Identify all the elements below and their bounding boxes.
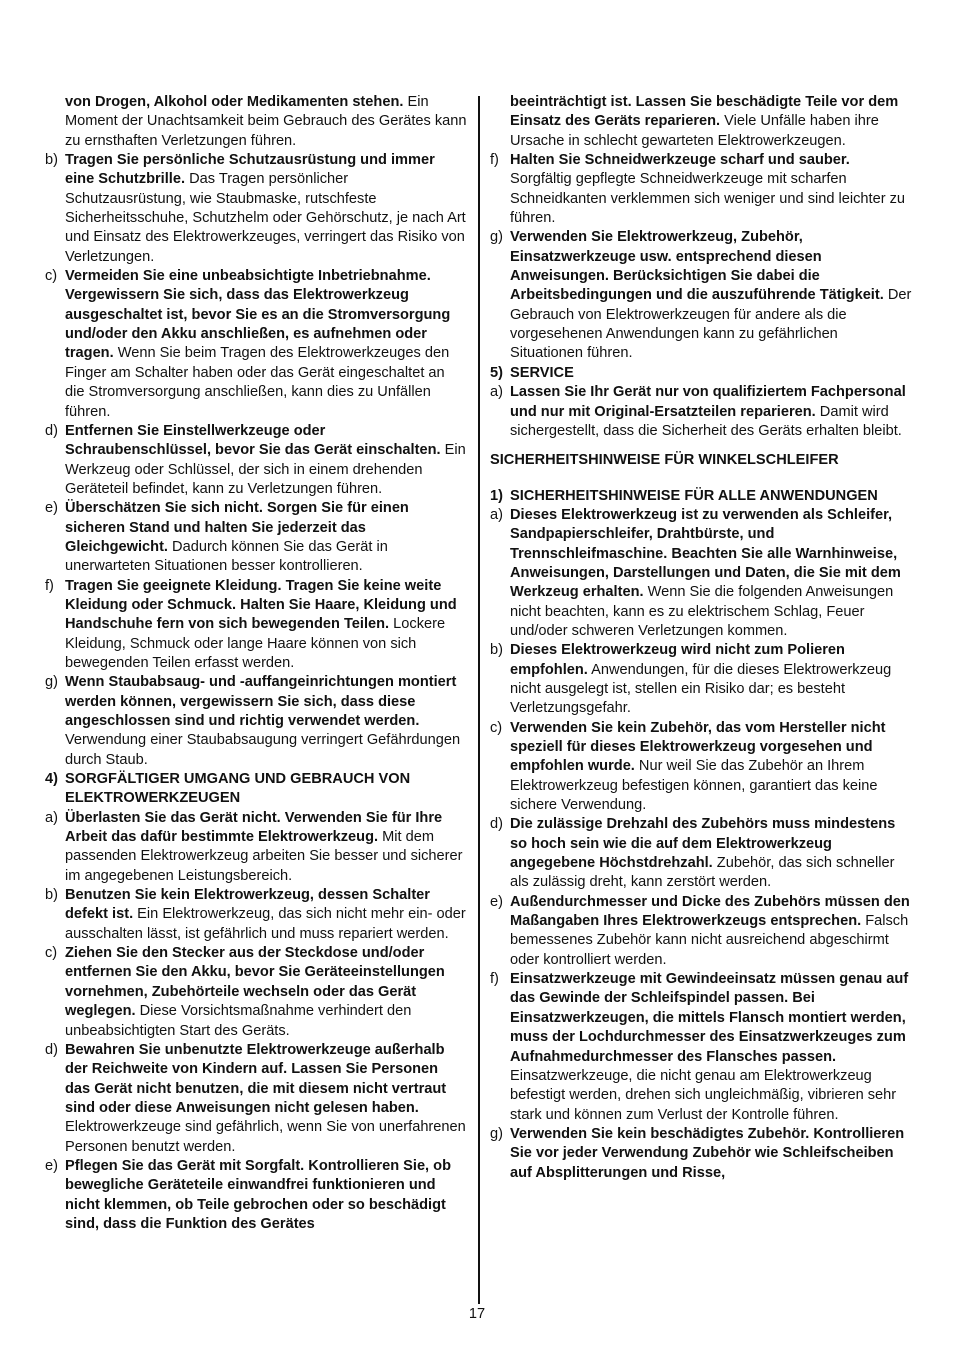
page-number: 17	[468, 1306, 486, 1322]
list-item: d) Bewahren Sie unbenutzte Elektrowerkzeuge außerhalb der Reichweite von Kindern auf. Lassen Sie Personen das Gerät nicht benutzen, die mit diesem nicht vertraut sind oder diese Anweisungen nicht gelesen haben. Elektrowerkzeuge sind gefährlich, wenn Sie von unerfahrenen Personen benutzt werden.	[45, 1041, 466, 1155]
list-item: d) Entfernen Sie Einstellwerkzeuge oder Schraubenschlüssel, bevor Sie das Gerät einschalten. Ein Werkzeug oder Schlüssel, der sich in einem drehenden Geräteteil befindet, kann zu Verletzungen führen.	[45, 422, 466, 497]
list-item: a) Überlasten Sie das Gerät nicht. Verwenden Sie für Ihre Arbeit das dafür bestimmte Elektrowerkzeug. Mit dem passenden Elektrowerkzeug arbeiten Sie besser und sicherer im angegebenen Leistungsbereich.	[45, 809, 463, 884]
list-item: b) Dieses Elektrowerkzeug wird nicht zum Polieren empfohlen. Anwendungen, für die dieses Elektrowerkzeug nicht ausgelegt ist, stellen ein Risiko dar; es besteht Verletzungsgefahr.	[490, 642, 892, 717]
section-heading: 4) SORGFÄLTIGER UMGANG UND GEBRAUCH VON ELEKTROWERKZEUGEN	[45, 771, 411, 807]
right-column	[490, 93, 912, 1183]
list-item: d) Die zulässige Drehzahl des Zubehörs muss mindestens so hoch sein wie die auf dem Elektrowerkzeug angegebene Höchstdrehzahl. Zubehör, das sich schneller als zulässig dreht, kann zerstört werden.	[490, 816, 896, 891]
list-item: f) Einsatzwerkzeuge mit Gewindeeinsatz müssen genau auf das Gewinde der Schleifspindel passen. Bei Einsatzwerkzeugen, die mittels Flansch montiert werden, muss der Lochdurchmesser des Einsatzwerkzeuges zum Aufnahmedurchmesser des Flansches passen. Einsatzwerkzeuge, die nicht genau am Elektrowerkzeug befestigt werden, drehen sich ungleichmäßig, vibrieren sehr stark und können zum Verlust der Kontrolle führen.	[490, 971, 909, 1123]
section-heading: 5) SERVICE	[490, 364, 574, 381]
list-item: a) Dieses Elektrowerkzeug ist zu verwenden als Schleifer, Sandpapierschleifer, Drahtbürste, und Trennschleifmaschine. Beachten Sie alle Warnhinweise, Anweisungen, Darstellungen und Daten, die Sie mit dem Werkzeug erhalten. Wenn Sie die folgenden Anweisungen nicht beachten, kann es zu elektrischem Schlag, Feuer und/oder schweren Verletzungen kommen.	[490, 506, 901, 639]
list-item: g) Wenn Staubabsaug- und -auffangeinrichtungen montiert werden können, vergewissern Sie sich, dass diese angeschlossen sind und richtig verwendet werden. Verwendung einer Staubabsaugung verringert Gefährdungen durch Staub.	[45, 674, 461, 768]
list-item: a) Lassen Sie Ihr Gerät nur von qualifiziertem Fachpersonal und nur mit Original-Ersatzteilen reparieren. Damit wird sichergestellt, dass die Sicherheit des Geräts erhalten bleibt.	[490, 384, 906, 439]
list-item: g) Verwenden Sie Elektrowerkzeug, Zubehör, Einsatzwerkzeuge usw. entsprechend diesen Anweisungen. Berücksichtigen Sie dabei die Arbeitsbedingungen und die auszuführende Tätigkeit. Der Gebrauch von Elektrowerkzeugen für andere als die vorgesehenen Anwendungen kann zu gefährlichen Situationen führen.	[490, 229, 912, 362]
list-item: f) Halten Sie Schneidwerkzeuge scharf und sauber. Sorgfältig gepflegte Schneidwerkzeuge mit scharfen Schneidkanten verklemmen sich weniger und sind leichter zu führen.	[490, 152, 906, 227]
list-item: g) Verwenden Sie kein beschädigtes Zubehör. Kontrollieren Sie vor jeder Verwendung Zubehör wie Schleifscheiben auf Absplitterungen und Risse,	[490, 1125, 905, 1181]
paragraph-continuation: von Drogen, Alkohol oder Medikamenten stehen. Ein Moment der Unachtsamkeit beim Gebrauch des Gerätes kann zu ernsthaften Verletzungen führen.	[65, 94, 467, 149]
list-item: e) Überschätzen Sie sich nicht. Sorgen Sie für einen sicheren Stand und halten Sie jederzeit das Gleichgewicht. Dadurch können Sie das Gerät in unerwarteten Situationen besser kontrollieren.	[45, 500, 409, 575]
list-item: c) Ziehen Sie den Stecker aus der Steckdose und/oder entfernen Sie den Akku, bevor Sie Geräteeinstellungen vornehmen, Zubehörteile wechseln oder das Gerät weglegen. Diese Vorsichtsmaßnahme verhindert den unbeabsichtigten Start des Geräts.	[45, 945, 445, 1039]
list-item: f) Tragen Sie geeignete Kleidung. Tragen Sie keine weite Kleidung oder Schmuck. Halten Sie Haare, Kleidung und Handschuhe fern von sich bewegenden Teilen. Lockere Kleidung, Schmuck oder lange Haare können von sich bewegenden Teilen erfasst werden.	[45, 577, 457, 671]
list-item: e) Pflegen Sie das Gerät mit Sorgfalt. Kontrollieren Sie, ob bewegliche Geräteteile einwandfrei funktionieren und nicht klemmen, ob Teile gebrochen oder so beschädigt sind, dass die Funktion des Gerätes	[45, 1157, 452, 1232]
list-item: b) Tragen Sie persönliche Schutzausrüstung und immer eine Schutzbrille. Das Tragen persönlicher Schutzausrüstung, wie Staubmaske, rutschfeste Sicherheitsschuhe, Schutzhelm oder Gehörschutz, je nach Art und Einsatz des Elektrowerkzeuges, verringert das Risiko von Verletzungen.	[45, 152, 466, 265]
chapter-heading: SICHERHEITSHINWEISE FÜR WINKELSCHLEIFER	[490, 452, 839, 469]
column-divider	[478, 96, 480, 1304]
list-item: c) Verwenden Sie kein Zubehör, das vom Hersteller nicht speziell für dieses Elektrowerkzeug vorgesehen und empfohlen wurde. Nur weil Sie das Zubehör an Ihrem Elektrowerkzeug befestigen können, garantiert das keine sichere Verwendung.	[490, 719, 886, 814]
list-item: e) Außendurchmesser und Dicke des Zubehörs müssen den Maßangaben Ihres Elektrowerkzeugs entsprechen. Falsch bemessenes Zubehör kann nicht ausreichend abgeschirmt oder kontrolliert werden.	[490, 893, 910, 968]
list-item: c) Vermeiden Sie eine unbeabsichtigte Inbetriebnahme. Vergewissern Sie sich, dass das Elektrowerkzeug ausgeschaltet ist, bevor Sie es an die Stromversorgung und/oder den Akku anschließen, es aufnehmen oder tragen. Wenn Sie beim Tragen des Elektrowerkzeuges den Finger am Schalter haben oder das Gerät eingeschaltet an die Stromversorgung anschließen, kann dies zu Unfällen führen.	[45, 268, 451, 420]
paragraph-continuation: beeinträchtigt ist. Lassen Sie beschädigte Teile vor dem Einsatz des Geräts reparieren. Viele Unfälle haben ihre Ursache in schlecht gewarteten Elektrowerkzeugen.	[510, 94, 899, 149]
left-column	[45, 93, 467, 1234]
list-item: b) Benutzen Sie kein Elektrowerkzeug, dessen Schalter defekt ist. Ein Elektrowerkzeug, das sich nicht mehr ein- oder ausschalten lässt, ist gefährlich und muss repariert werden.	[45, 887, 466, 942]
section-heading: 1) SICHERHEITSHINWEISE FÜR ALLE ANWENDUNGEN	[490, 487, 878, 504]
